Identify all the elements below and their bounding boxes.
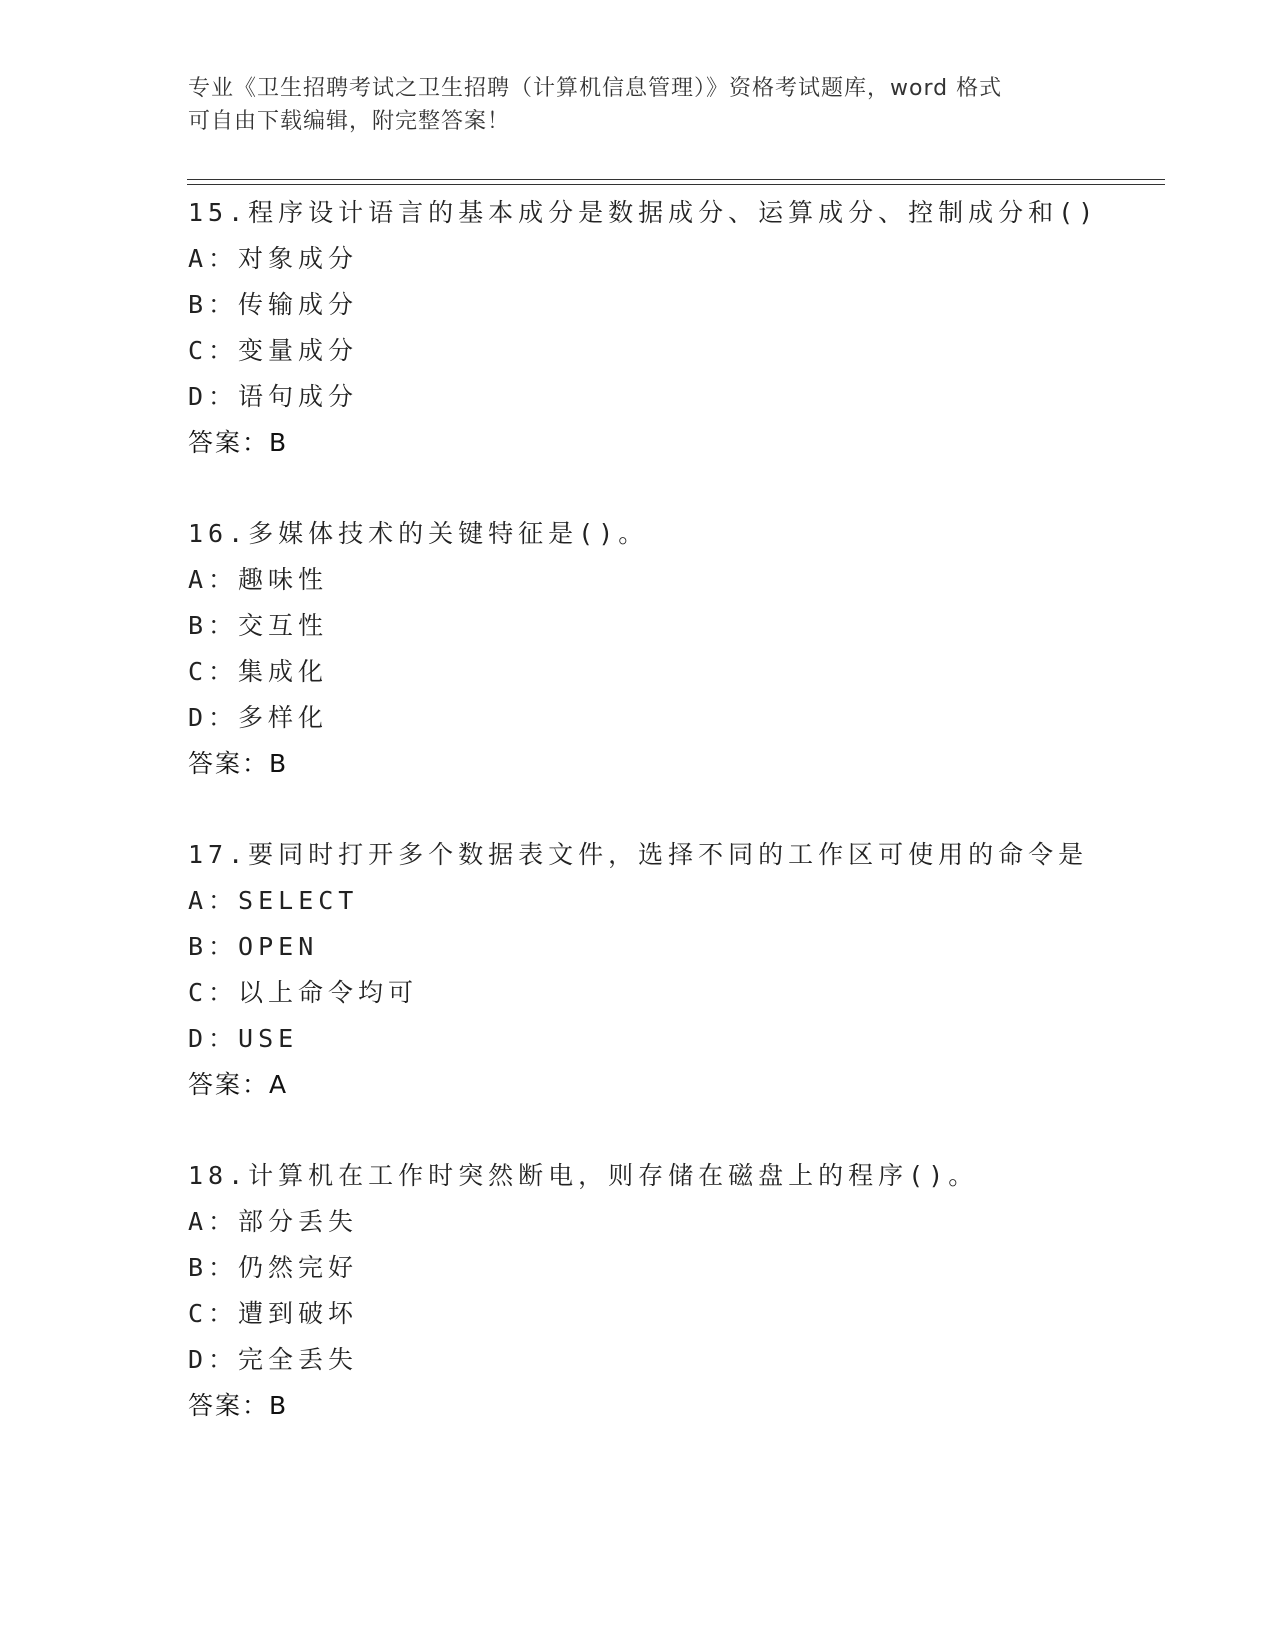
header-line-1: 专业《卫生招聘考试之卫生招聘（计算机信息管理）》资格考试题库，word 格式	[188, 76, 1003, 101]
option-a: A：对象成分	[188, 244, 359, 273]
question-18	[188, 1153, 1148, 1429]
answer: 答案：B	[188, 428, 289, 457]
option-c: C：变量成分	[188, 336, 359, 365]
document-header	[188, 72, 1088, 138]
header-line-2: 可自由下载编辑，附完整答案！	[188, 109, 511, 134]
answer: 答案：A	[188, 1070, 289, 1099]
question-17	[188, 832, 1148, 1108]
answer: 答案：B	[188, 749, 289, 778]
option-d: D：USE	[188, 1024, 299, 1053]
option-b: B：交互性	[188, 611, 329, 640]
option-d: D：完全丢失	[188, 1345, 359, 1374]
option-c: C：以上命令均可	[188, 978, 419, 1007]
option-d: D：多样化	[188, 703, 329, 732]
question-stem: 18.计算机在工作时突然断电，则存储在磁盘上的程序()。	[188, 1161, 979, 1190]
option-a: A：部分丢失	[188, 1207, 359, 1236]
option-b: B：OPEN	[188, 932, 319, 961]
option-a: A：趣味性	[188, 565, 329, 594]
option-a: A：SELECT	[188, 886, 359, 915]
option-d: D：语句成分	[188, 382, 359, 411]
option-b: B：传输成分	[188, 290, 359, 319]
option-c: C：集成化	[188, 657, 329, 686]
question-list	[188, 190, 1148, 1474]
question-stem: 17.要同时打开多个数据表文件，选择不同的工作区可使用的命令是	[188, 840, 1089, 869]
question-stem: 15.程序设计语言的基本成分是数据成分、运算成分、控制成分和()	[188, 198, 1099, 227]
option-c: C：遭到破坏	[188, 1299, 359, 1328]
answer: 答案：B	[188, 1391, 289, 1420]
question-15	[188, 190, 1148, 466]
question-stem: 16.多媒体技术的关键特征是()。	[188, 519, 649, 548]
question-16	[188, 511, 1148, 787]
header-divider-bottom	[187, 184, 1165, 185]
header-divider-top	[187, 179, 1165, 180]
option-b: B：仍然完好	[188, 1253, 359, 1282]
